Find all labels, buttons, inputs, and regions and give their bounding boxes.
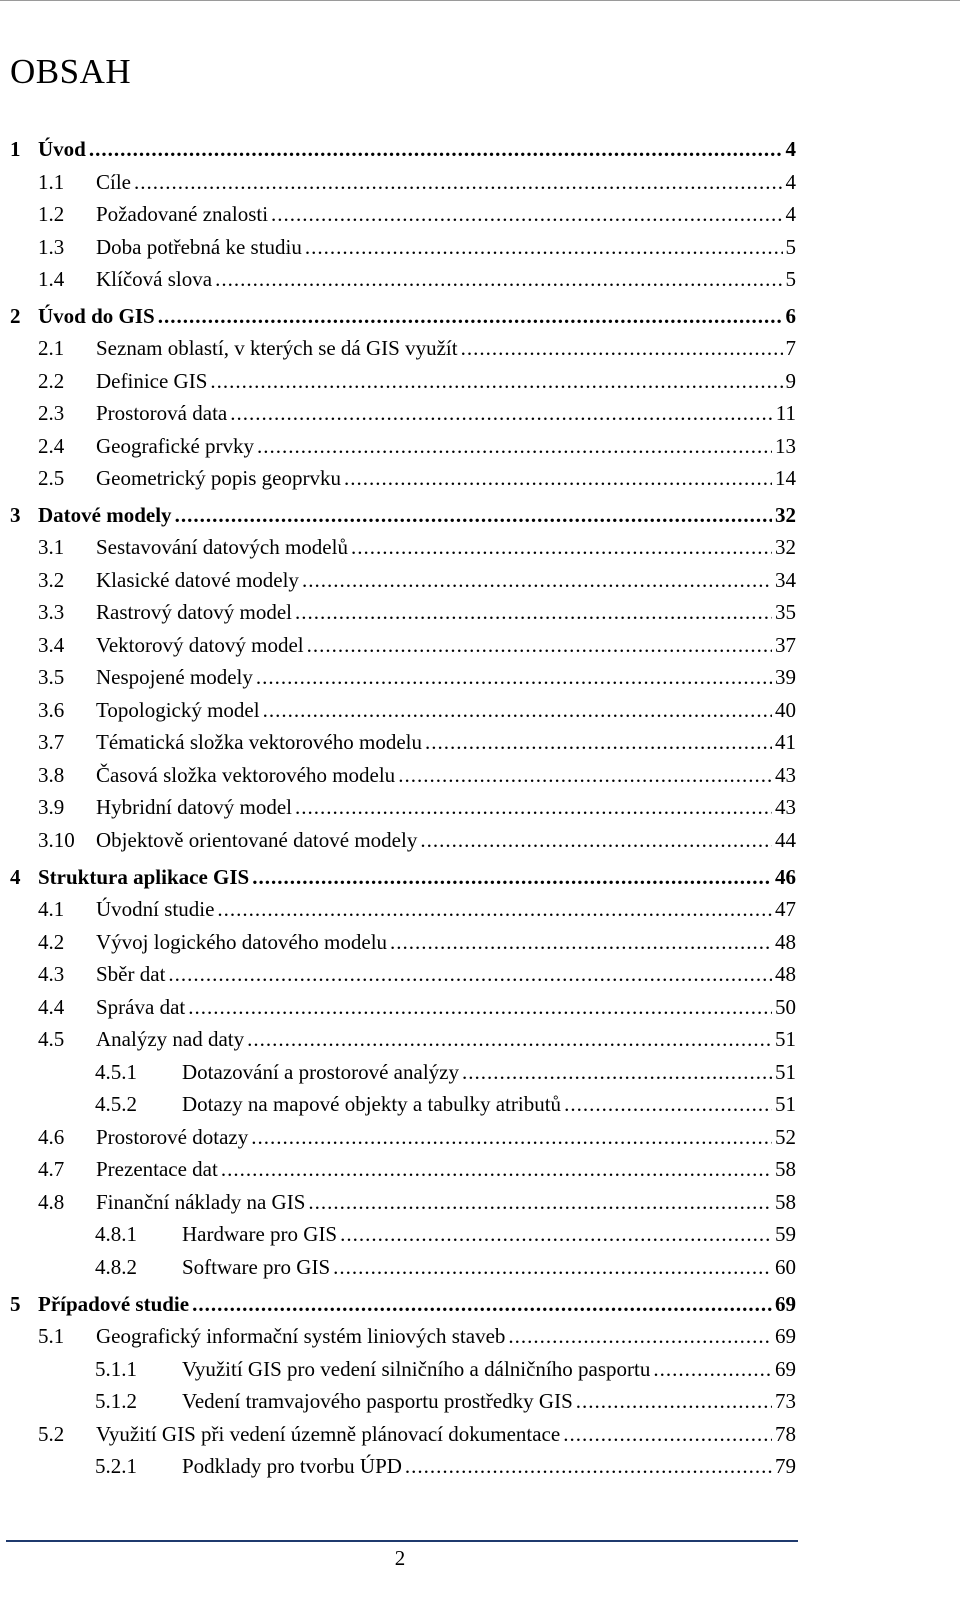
toc-entry[interactable] [38,962,796,990]
toc-entry-number: 2.3 [38,401,65,425]
toc-entry-title: Topologický model [96,698,260,722]
toc-entry-title: Úvod do GIS [38,304,155,328]
toc-entry-page: 35 [775,600,796,624]
toc-entry-number: 4.8.2 [95,1255,137,1279]
toc-leader-dots [563,1422,772,1447]
toc-leader-dots [405,1454,772,1479]
toc-entry-page: 69 [775,1292,796,1316]
toc-entry-page: 32 [775,503,796,527]
toc-entry-title: Vektorový datový model [96,633,304,657]
toc-entry-number: 2.1 [38,336,65,360]
toc-entry[interactable] [38,336,796,364]
toc-entry-page: 13 [775,434,796,458]
toc-entry[interactable] [38,369,796,397]
toc-entry-number: 1.3 [38,235,65,259]
toc-leader-dots [158,304,783,329]
toc-leader-dots [462,1060,772,1085]
toc-leader-dots [308,1190,772,1215]
toc-entry-page: 78 [775,1422,796,1446]
toc-entry-title: Geometrický popis geoprvku [96,466,341,490]
toc-entry[interactable] [38,698,796,726]
toc-entry-page: 46 [775,865,796,889]
toc-entry[interactable] [10,1292,796,1320]
toc-entry-page: 48 [775,930,796,954]
toc-entry[interactable] [38,828,796,856]
toc-leader-dots [251,1125,772,1150]
toc-entry-title: Dotazy na mapové objekty a tabulky atributů [182,1092,562,1116]
toc-entry-page: 43 [775,763,796,787]
toc-entry-title: Klíčová slova [96,267,213,291]
toc-entry-title: Definice GIS [96,369,208,393]
toc-entry-title: Klasické datové modely [96,568,299,592]
toc-leader-dots [295,600,772,625]
toc-entry[interactable] [38,1190,796,1218]
toc-entry-number: 2.5 [38,466,65,490]
toc-leader-dots [390,930,772,955]
toc-entry[interactable] [38,568,796,596]
toc-entry[interactable] [38,267,796,295]
page-title: OBSAH [10,52,132,91]
toc-entry[interactable] [38,1324,796,1352]
toc-entry-number: 1.2 [38,202,65,226]
toc-entry[interactable] [38,730,796,758]
toc-entry-number: 4.2 [38,930,65,954]
toc-entry-number: 4.3 [38,962,65,986]
toc-entry-page: 4 [785,170,796,194]
toc-entry-page: 5 [785,235,796,259]
toc-entry[interactable] [10,137,796,165]
toc-entry[interactable] [95,1255,796,1283]
toc-leader-dots [271,202,782,227]
toc-entry-number: 4.6 [38,1125,65,1149]
toc-leader-dots [307,633,772,658]
toc-entry[interactable] [95,1092,796,1120]
toc-entry-number: 1.4 [38,267,65,291]
toc-entry-page: 69 [775,1357,796,1381]
toc-entry-page: 60 [775,1255,796,1279]
toc-entry[interactable] [38,434,796,462]
toc-entry-page: 51 [775,1027,796,1051]
toc-entry[interactable] [38,170,796,198]
toc-entry[interactable] [38,1157,796,1185]
toc-entry[interactable] [38,1027,796,1055]
toc-entry[interactable] [95,1222,796,1250]
toc-entry[interactable] [38,665,796,693]
toc-leader-dots [221,1157,772,1182]
toc-entry-number: 3.7 [38,730,65,754]
toc-entry-number: 5.2.1 [95,1454,137,1478]
toc-entry-number: 5.1 [38,1324,65,1348]
toc-entry[interactable] [38,466,796,494]
toc-entry-page: 41 [775,730,796,754]
toc-entry-title: Dotazování a prostorové analýzy [182,1060,459,1084]
toc-entry[interactable] [38,535,796,563]
toc-entry-title: Sběr dat [96,962,166,986]
toc-entry-number: 5 [10,1292,21,1316]
toc-entry-number: 3.6 [38,698,65,722]
toc-leader-dots [175,503,772,528]
toc-entry-title: Úvodní studie [96,897,215,921]
toc-entry-page: 48 [775,962,796,986]
toc-entry[interactable] [95,1060,796,1088]
toc-leader-dots [263,698,772,723]
toc-leader-dots [192,1292,772,1317]
toc-entry-page: 4 [785,137,796,161]
toc-entry-title: Časová složka vektorového modelu [96,763,396,787]
toc-entry-number: 4.1 [38,897,65,921]
toc-leader-dots [564,1092,772,1117]
toc-leader-dots [398,763,772,788]
toc-entry-title: Struktura aplikace GIS [38,865,250,889]
toc-leader-dots [295,795,772,820]
toc-entry-title: Nespojené modely [96,665,253,689]
toc-leader-dots [576,1389,772,1414]
toc-entry-page: 59 [775,1222,796,1246]
toc-entry-number: 4.5.1 [95,1060,137,1084]
toc-leader-dots [89,137,783,162]
toc-entry-page: 9 [785,369,796,393]
toc-entry-title: Geografické prvky [96,434,255,458]
toc-entry-title: Využití GIS pro vedení silničního a dálničního pasportu [182,1357,651,1381]
toc-entry-title: Objektově orientované datové modely [96,828,418,852]
toc-entry-number: 4.5 [38,1027,65,1051]
toc-entry-page: 79 [775,1454,796,1478]
toc-entry-number: 3.1 [38,535,65,559]
toc-entry-page: 43 [775,795,796,819]
toc-entry-page: 14 [775,466,796,490]
toc-leader-dots [257,434,772,459]
toc-entry-number: 3.9 [38,795,65,819]
toc-leader-dots [256,665,772,690]
toc-leader-dots [302,568,772,593]
toc-leader-dots [333,1255,772,1280]
toc-entry-page: 58 [775,1157,796,1181]
toc-entry[interactable] [38,763,796,791]
toc-entry[interactable] [38,795,796,823]
toc-leader-dots [188,995,772,1020]
toc-leader-dots [215,267,782,292]
toc-entry-title: Prezentace dat [96,1157,218,1181]
toc-leader-dots [653,1357,772,1382]
footer-rule [6,1540,798,1542]
toc-entry-page: 51 [775,1092,796,1116]
toc-entry-title: Využití GIS při vedení územně plánovací dokumentace [96,1422,561,1446]
toc-entry-page: 32 [775,535,796,559]
toc-entry-title: Tématická složka vektorového modelu [96,730,422,754]
toc-entry-number: 4 [10,865,21,889]
toc-entry-title: Rastrový datový model [96,600,292,624]
toc-entry-number: 1.1 [38,170,65,194]
toc-entry-page: 34 [775,568,796,592]
toc-entry-title: Geografický informační systém liniových staveb [96,1324,506,1348]
toc-entry-page: 4 [785,202,796,226]
toc-entry-title: Doba potřebná ke studiu [96,235,302,259]
toc-entry-title: Případové studie [38,1292,190,1316]
toc-entry-title: Analýzy nad daty [96,1027,245,1051]
toc-entry-page: 39 [775,665,796,689]
toc-entry-number: 2 [10,304,21,328]
toc-entry[interactable] [95,1389,796,1417]
toc-entry[interactable] [38,995,796,1023]
toc-entry-number: 3.8 [38,763,65,787]
toc-entry-page: 44 [775,828,796,852]
toc-entry[interactable] [10,304,796,332]
toc-leader-dots [217,897,772,922]
toc-leader-dots [134,170,783,195]
toc-entry-title: Software pro GIS [182,1255,331,1279]
toc-entry[interactable] [38,202,796,230]
toc-entry-page: 7 [785,336,796,360]
toc-entry-title: Cíle [96,170,131,194]
toc-leader-dots [305,235,783,260]
toc-leader-dots [425,730,772,755]
toc-leader-dots [461,336,783,361]
toc-entry-number: 3.2 [38,568,65,592]
toc-entry[interactable] [95,1454,796,1482]
toc-entry-page: 52 [775,1125,796,1149]
toc-entry-number: 4.4 [38,995,65,1019]
toc-entry-number: 2.2 [38,369,65,393]
toc-entry-number: 3.4 [38,633,65,657]
toc-leader-dots [230,401,773,426]
toc-entry[interactable] [10,865,796,893]
toc-entry-title: Vedení tramvajového pasportu prostředky GIS [182,1389,573,1413]
toc-leader-dots [247,1027,772,1052]
toc-entry-title: Podklady pro tvorbu ÚPD [182,1454,402,1478]
toc-entry-number: 3 [10,503,21,527]
toc-entry-page: 40 [775,698,796,722]
page-number: 2 [394,1546,406,1570]
toc-entry-number: 1 [10,137,21,161]
toc-leader-dots [340,1222,772,1247]
toc-leader-dots [420,828,772,853]
toc-entry-page: 69 [775,1324,796,1348]
toc-entry-number: 4.8 [38,1190,65,1214]
toc-entry-page: 6 [785,304,796,328]
toc-leader-dots [210,369,782,394]
toc-entry-number: 3.10 [38,828,75,852]
toc-entry-page: 58 [775,1190,796,1214]
toc-entry-page: 5 [785,267,796,291]
toc-entry[interactable] [95,1357,796,1385]
toc-entry[interactable] [38,633,796,661]
top-rule [0,0,960,1]
toc-entry-title: Datové modely [38,503,172,527]
toc-entry-title: Správa dat [96,995,186,1019]
toc-entry-number: 4.7 [38,1157,65,1181]
toc-entry[interactable] [38,1422,796,1450]
toc-entry[interactable] [38,600,796,628]
toc-leader-dots [344,466,772,491]
toc-entry[interactable] [10,503,796,531]
toc-leader-dots [351,535,772,560]
toc-entry[interactable] [38,897,796,925]
toc-leader-dots [252,865,772,890]
toc-entry[interactable] [38,401,796,429]
toc-entry[interactable] [38,1125,796,1153]
toc-entry-title: Hardware pro GIS [182,1222,338,1246]
toc-entry[interactable] [38,930,796,958]
toc-entry-title: Hybridní datový model [96,795,292,819]
toc-entry[interactable] [38,235,796,263]
toc-entry-page: 11 [775,401,796,425]
toc-entry-page: 51 [775,1060,796,1084]
toc-leader-dots [508,1324,772,1349]
toc-entry-page: 50 [775,995,796,1019]
toc-entry-page: 47 [775,897,796,921]
toc-entry-number: 5.1.1 [95,1357,137,1381]
toc-entry-title: Prostorová data [96,401,228,425]
toc-entry-title: Požadované znalosti [96,202,269,226]
toc-entry-number: 3.5 [38,665,65,689]
toc-entry-number: 4.5.2 [95,1092,137,1116]
toc-entry-number: 3.3 [38,600,65,624]
toc-entry-page: 37 [775,633,796,657]
toc-leader-dots [168,962,772,987]
toc-entry-number: 5.1.2 [95,1389,137,1413]
toc-entry-number: 5.2 [38,1422,65,1446]
toc-entry-number: 4.8.1 [95,1222,137,1246]
toc-entry-title: Seznam oblastí, v kterých se dá GIS využít [96,336,458,360]
toc-entry-title: Sestavování datových modelů [96,535,348,559]
toc-entry-title: Úvod [38,137,86,161]
toc-entry-page: 73 [775,1389,796,1413]
toc-entry-title: Finanční náklady na GIS [96,1190,306,1214]
toc-entry-title: Prostorové dotazy [96,1125,249,1149]
toc-entry-number: 2.4 [38,434,65,458]
toc-entry-title: Vývoj logického datového modelu [96,930,388,954]
